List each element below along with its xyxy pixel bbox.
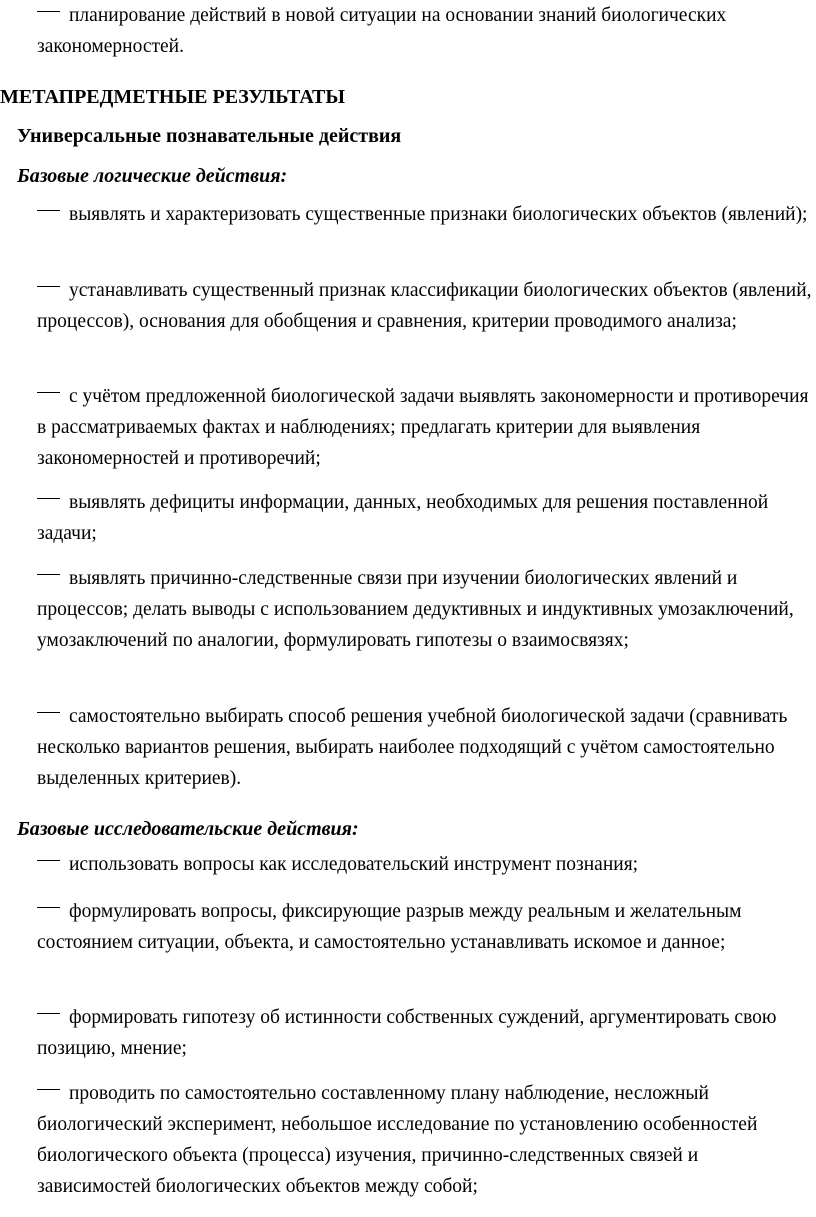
list-item-text: проводить по самостоятельно составленному плану наблюдение, несложный биологический эксперимент, небольшое исследование по установлению особенностей биологического объекта (процесса) изучения, причинно-следственных связей и зависимостей биологических объектов между собой; <box>37 1083 758 1197</box>
list-item <box>37 563 812 656</box>
list-item-text: выявлять дефициты информации, данных, необходимых для решения поставленной задачи; <box>37 492 769 544</box>
dash-bullet <box>37 1013 60 1014</box>
list-item <box>37 701 812 794</box>
dash-bullet <box>37 286 60 287</box>
heading-metasubject-results: МЕТАПРЕДМЕТНЫЕ РЕЗУЛЬТАТЫ <box>0 86 345 108</box>
dash-bullet <box>37 392 60 393</box>
list-item-text: формулировать вопросы, фиксирующие разрыв между реальным и желательным состоянием ситуации, объекта, и самостоятельно устанавливать искомое и данное; <box>37 901 742 953</box>
list-item <box>37 487 812 549</box>
dash-bullet <box>37 907 60 908</box>
list-item-text: с учётом предложенной биологической задачи выявлять закономерности и противоречия в рассматриваемых фактах и наблюдениях; предлагать критерии для выявления закономерностей и противоречий; <box>37 386 809 469</box>
list-item-text: выявлять причинно-следственные связи при изучении биологических явлений и процессов; делать выводы с использованием дедуктивных и индуктивных умозаключений, умозаключений по аналогии, формулировать гипотезы о взаимосвязях; <box>37 568 794 651</box>
list-item-text: самостоятельно выбирать способ решения учебной биологической задачи (сравнивать несколько вариантов решения, выбирать наиболее подходящий с учётом самостоятельно выделенных критериев). <box>37 706 788 789</box>
list-item-text: формировать гипотезу об истинности собственных суждений, аргументировать свою позицию, мнение; <box>37 1007 777 1059</box>
dash-bullet <box>37 574 60 575</box>
list-item <box>37 849 812 880</box>
list-item <box>37 1002 812 1064</box>
list-item-text: использовать вопросы как исследовательский инструмент познания; <box>69 854 639 875</box>
list-item <box>37 896 812 958</box>
list-item <box>37 199 812 230</box>
list-item-text: планирование действий в новой ситуации на основании знаний биологических закономерностей. <box>37 5 727 57</box>
heading-universal-cognitive-actions: Универсальные познавательные действия <box>17 125 402 147</box>
list-item <box>37 0 812 62</box>
list-item-text: выявлять и характеризовать существенные признаки биологических объектов (явлений); <box>69 204 808 225</box>
dash-bullet <box>37 860 60 861</box>
dash-bullet <box>37 11 60 12</box>
list-item-text: устанавливать существенный признак классификации биологических объектов (явлений, процессов), основания для обобщения и сравнения, критерии проводимого анализа; <box>37 280 812 332</box>
dash-bullet <box>37 1089 60 1090</box>
dash-bullet <box>37 498 60 499</box>
dash-bullet <box>37 210 60 211</box>
list-item <box>37 1078 812 1202</box>
list-item <box>37 275 812 337</box>
heading-basic-research-actions: Базовые исследовательские действия: <box>17 818 359 840</box>
list-item <box>37 381 812 474</box>
heading-basic-logical-actions: Базовые логические действия: <box>17 165 288 187</box>
dash-bullet <box>37 712 60 713</box>
